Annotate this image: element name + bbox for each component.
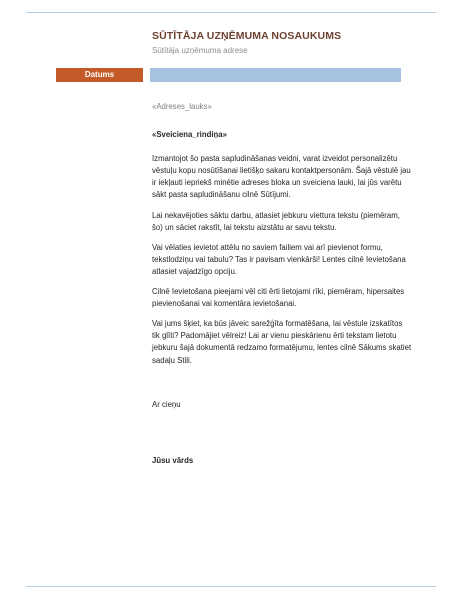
bottom-divider	[26, 586, 436, 587]
body-paragraph[interactable]: Izmantojot šo pasta sapludināšanas veidni, varat izveidot personalizētu vēstuļu kopu nosūtīšanai lietišķo sakaru kontaktpersonām. Šajā vēstulē jau ir iekļauti iepriekš minētie adreses bloka un sveiciena lauki, lai jūs varētu sākt pasta sapludināšanu cilnē Sūtījumi.	[152, 154, 411, 200]
body-paragraph[interactable]: Vai jums šķiet, ka būs jāveic sarežģīta formatēšana, lai vēstule izskatītos tik glīti? Padomājiet vēlreiz! Lai ar vienu pieskārienu ērti tekstam lietotu jebkuru šajā dokumentā redzamo formatējumu, lentes cilnē Sākums skatiet sadaļu Stili.	[152, 319, 412, 365]
letter-body	[152, 101, 412, 467]
address-field[interactable]: «Adreses_lauks»	[152, 102, 212, 111]
date-label[interactable]: Datums	[84, 70, 115, 79]
signature-name[interactable]: Jūsu vārds	[152, 455, 194, 465]
accent-band	[150, 68, 401, 82]
top-divider	[26, 12, 436, 13]
company-address: Sūtītāja uzņēmuma adrese	[152, 46, 248, 55]
body-paragraph[interactable]: Vai vēlaties ievietot attēlu no saviem failiem vai arī pievienot formu, tekstlodziņu vai tabulu? Tas ir pavisam vienkārši! Lentes cilnē Ievietošana atlasiet vajadzīgo opciju.	[152, 242, 406, 276]
body-paragraph[interactable]: Lai nekavējoties sāktu darbu, atlasiet jebkuru viettura tekstu (piemēram, šo) un sāciet rakstīt, lai tekstu aizstātu ar savu tekstu.	[152, 210, 400, 232]
closing-line[interactable]: Ar cieņu	[152, 399, 181, 409]
date-band	[56, 68, 143, 82]
body-paragraph[interactable]: Cilnē Ievietošana pieejami vēl citi ērti lietojami rīki, piemēram, hipersaites pievienošanai vai komentāra ievietošanai.	[152, 287, 405, 309]
greeting-line[interactable]: «Sveiciena_rindiņa»	[152, 130, 227, 140]
company-name: SŪTĪTĀJA UZŅĒMUMA NOSAUKUMS	[152, 30, 342, 42]
